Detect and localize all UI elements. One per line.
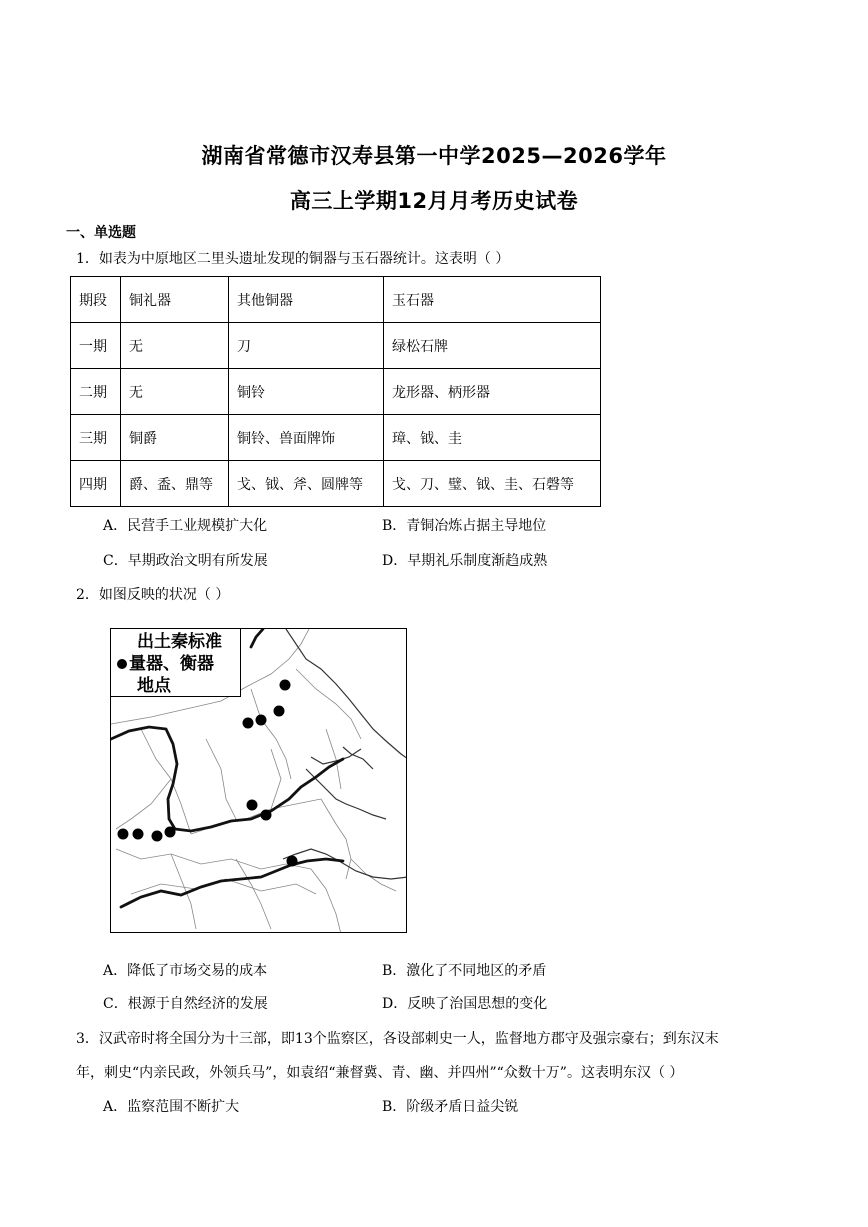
site-dot <box>274 706 285 717</box>
table-cell: 铜礼器 <box>121 277 229 323</box>
question-2-option-a: A．降低了市场交易的成本 <box>103 963 268 979</box>
question-2-option-c: C．根源于自然经济的发展 <box>103 996 268 1012</box>
table-cell: 三期 <box>71 415 121 461</box>
question-1-table <box>70 276 601 507</box>
site-dot <box>118 829 129 840</box>
table-cell: 刀 <box>229 323 384 369</box>
map-legend <box>111 629 241 697</box>
table-cell: 铜爵 <box>121 415 229 461</box>
table-row <box>71 415 601 461</box>
table-cell: 其他铜器 <box>229 277 384 323</box>
table-row <box>71 461 601 507</box>
table-cell: 二期 <box>71 369 121 415</box>
table-row <box>71 369 601 415</box>
table-cell: 爵、盉、鼎等 <box>121 461 229 507</box>
site-dot <box>261 810 272 821</box>
question-3-option-a: A．监察范围不断扩大 <box>103 1099 240 1115</box>
site-dot <box>280 680 291 691</box>
table-cell: 绿松石牌 <box>384 323 601 369</box>
table-cell: 玉石器 <box>384 277 601 323</box>
table-cell: 四期 <box>71 461 121 507</box>
question-2-option-d: D．反映了治国思想的变化 <box>382 996 548 1012</box>
site-dot <box>152 831 163 842</box>
table-cell: 无 <box>121 369 229 415</box>
table-cell: 龙形器、柄形器 <box>384 369 601 415</box>
legend-line <box>117 653 240 675</box>
question-1-option-b: B．青铜冶炼占据主导地位 <box>382 518 547 534</box>
table-cell: 期段 <box>71 277 121 323</box>
question-2-option-b: B．激化了不同地区的矛盾 <box>382 963 547 979</box>
question-2-map <box>110 628 407 933</box>
site-dot <box>133 829 144 840</box>
legend-text: 量器、衡器 <box>129 654 214 674</box>
question-1-stem: 1．如表为中原地区二里头遗址发现的铜器与玉石器统计。这表明（ ） <box>76 251 510 267</box>
site-dot <box>247 800 258 811</box>
site-dot <box>287 856 298 867</box>
legend-dot-icon <box>117 659 127 669</box>
question-3-stem-line1: 3．汉武帝时将全国分为十三部，即13个监察区，各设部刺史一人，监督地方郡守及强宗豪右；到东汉末 <box>76 1031 719 1047</box>
exam-title-line1: 湖南省常德市汉寿县第一中学2025—2026学年 <box>201 144 667 168</box>
table-cell: 戈、刀、璧、钺、圭、石磬等 <box>384 461 601 507</box>
coastline <box>283 629 407 879</box>
question-1-option-d: D．早期礼乐制度渐趋成熟 <box>382 553 548 569</box>
site-dot <box>256 715 267 726</box>
site-dot <box>243 718 254 729</box>
table-cell: 铜铃 <box>229 369 384 415</box>
table-header-row <box>71 277 601 323</box>
question-3-stem-line2: 年，刺史“内亲民政，外领兵马”，如袁绍“兼督冀、青、幽、并四州”“众数十万”。这表明东汉（ ） <box>76 1065 684 1081</box>
question-3-option-b: B．阶级矛盾日益尖锐 <box>382 1099 519 1115</box>
question-1-option-a: A．民营手工业规模扩大化 <box>103 518 268 534</box>
legend-line: 出土秦标准 <box>137 632 222 652</box>
table-cell: 铜铃、兽面牌饰 <box>229 415 384 461</box>
table-cell: 璋、钺、圭 <box>384 415 601 461</box>
question-2-stem: 2．如图反映的状况（ ） <box>76 587 230 603</box>
site-dot <box>165 827 176 838</box>
table-cell: 一期 <box>71 323 121 369</box>
exam-title-line2: 高三上学期12月月考历史试卷 <box>289 189 579 213</box>
table-cell: 无 <box>121 323 229 369</box>
site-markers <box>118 680 298 867</box>
table-cell: 戈、钺、斧、圆牌等 <box>229 461 384 507</box>
table-row <box>71 323 601 369</box>
question-1-option-c: C．早期政治文明有所发展 <box>103 553 268 569</box>
section-heading: 一、单选题 <box>66 225 136 241</box>
legend-line: 地点 <box>137 676 171 696</box>
